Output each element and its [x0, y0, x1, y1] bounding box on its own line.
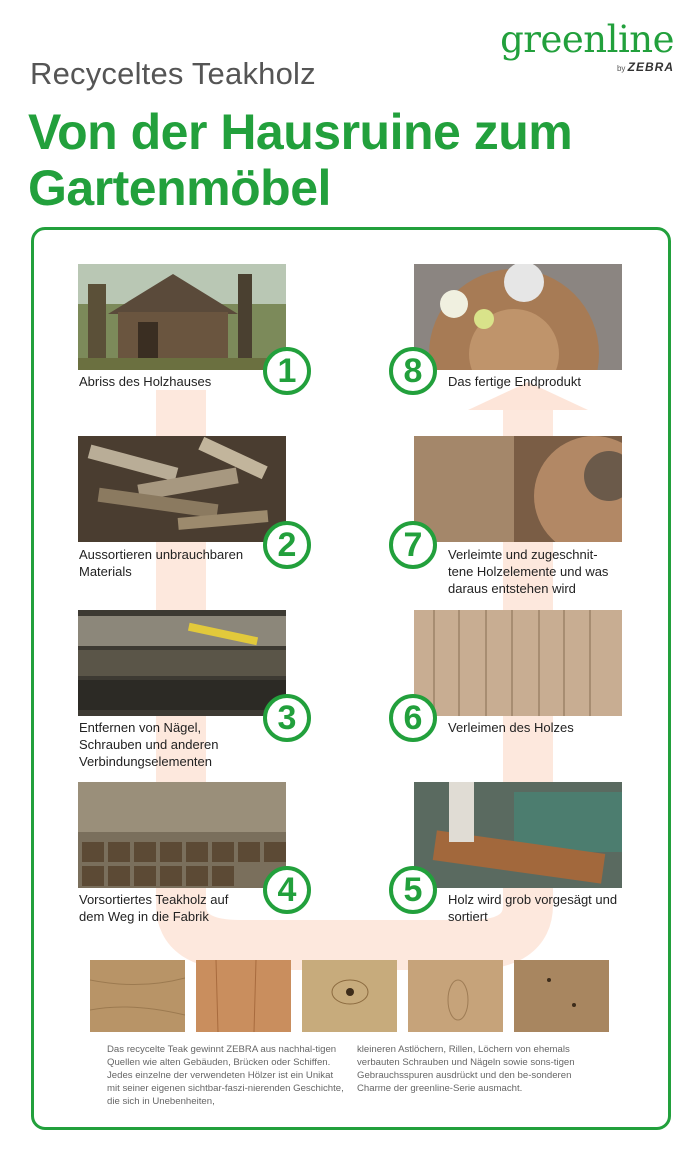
description-right: kleineren Astlöchern, Rillen, Löchern von ehemals verbauten Schrauben und Nägeln sowie sons-tigen Gebrauchsspuren ausdrückt und den be-sonderen Charme der greenline-Serie ausmacht. [357, 1044, 575, 1094]
wood-swatch-2 [196, 960, 291, 1032]
wood-swatch-5 [514, 960, 609, 1032]
step-number-5: 5 [389, 866, 437, 914]
byline-by: by [616, 64, 626, 73]
page-subtitle: Recyceltes Teakholz [30, 56, 316, 91]
step-number-4: 4 [263, 866, 311, 914]
photo-nail-removal [78, 610, 286, 716]
wood-swatch-1 [90, 960, 185, 1032]
photo-wooden-house [78, 264, 286, 370]
byline-maker: ZEBRA [627, 60, 674, 74]
photo-finished-table [414, 264, 622, 370]
description-left: Das recycelte Teak gewinnt ZEBRA aus nachhal-tigen Quellen wie alten Gebäuden, Brücken oder Schiffen. Jedes einzelne der verwendeten Hölzer ist ein Unikat mit seiner eigenen sichtbar-faszi-nierenden Geschichte, die sich in Unebenheiten, [107, 1044, 344, 1107]
brand-logo: greenline [500, 18, 674, 61]
step-number-2: 2 [263, 521, 311, 569]
step-number-8: 8 [389, 347, 437, 395]
step-caption-8: Das fertige Endprodukt [448, 374, 581, 389]
step-caption-1: Abriss des Holzhauses [79, 374, 212, 389]
wood-swatch-4 [408, 960, 503, 1032]
step-number-1: 1 [263, 347, 311, 395]
step-number-7: 7 [389, 521, 437, 569]
step-caption-7: Verleimte und zugeschnit-tene Holzelemente und was daraus entstehen wird [448, 547, 609, 596]
photo-gluing-wood [414, 610, 622, 716]
wood-swatch-3 [302, 960, 397, 1032]
step-caption-6: Verleimen des Holzes [448, 720, 574, 735]
photo-sawing [414, 782, 622, 888]
step-number-3: 3 [263, 694, 311, 742]
step-number-6: 6 [389, 694, 437, 742]
photo-wood-pile [78, 436, 286, 542]
step-caption-2: Aussortieren unbrauchbaren Materials [79, 547, 244, 579]
step-caption-5: Holz wird grob vorgesägt und sortiert [448, 892, 618, 924]
step-caption-3: Entfernen von Nägel, Schrauben und anderen Verbindungselementen [79, 720, 219, 769]
photo-sorted-teak [78, 782, 286, 888]
page-title: Von der Hausruine zum Gartenmöbel [28, 104, 573, 216]
step-caption-4: Vorsortiertes Teakholz auf dem Weg in die Fabrik [79, 892, 229, 924]
photo-glued-elements [414, 436, 622, 542]
